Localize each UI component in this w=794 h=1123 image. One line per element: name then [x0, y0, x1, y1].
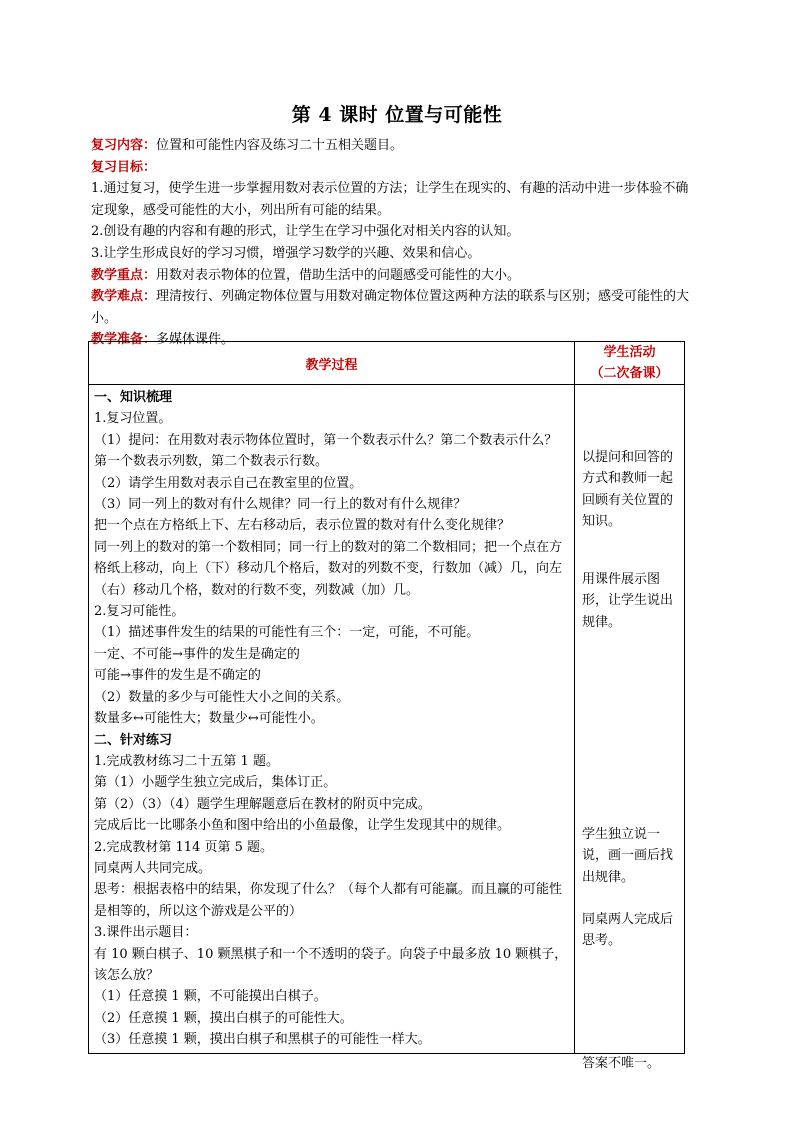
section-heading: 一、知识梳理 — [94, 390, 173, 405]
header-student-activity-line1: 学生活动 — [603, 345, 656, 360]
review-content-label: 复习内容： — [91, 138, 157, 153]
process-line: 2.完成教材第 114 页第 5 题。 — [94, 839, 274, 855]
teaching-process-table — [88, 341, 685, 1071]
process-line: 把一个点在方格纸上下、左右移动后，表示位置的数对有什么变化规律？ — [94, 518, 511, 534]
process-line: （2）任意摸 1 颗，摸出白棋子的可能性大。 — [94, 1010, 353, 1026]
process-line: （3）同一列上的数对有什么规律？同一行上的数对有什么规律？ — [94, 497, 467, 513]
difficulties-label: 教学难点： — [91, 289, 157, 305]
key-points-line — [91, 265, 691, 287]
header-teaching-process: 教学过程 — [89, 342, 575, 385]
difficulties-text: 理清按行、列确定物体位置与用数对确定物体位置这两种方法的联系与区别；感受可能性的大小。 — [91, 289, 690, 326]
process-line: 数量多↔可能性大；数量少↔可能性小。 — [94, 711, 324, 727]
student-activity-cell — [575, 385, 685, 1071]
process-line: 完成后比一比哪条小鱼和图中给出的小鱼最像，让学生发现其中的规律。 — [94, 818, 511, 834]
key-points-text: 用数对表示物体的位置，借助生活中的问题感受可能性的大小。 — [156, 267, 521, 283]
header-student-activity-line2: （二次备课） — [590, 366, 669, 381]
activity-note: 以提问和回答的方式和教师一起回顾有关位置的知识。 — [582, 450, 674, 530]
table-header-row — [89, 342, 685, 385]
process-line: 2.复习可能性。 — [94, 604, 185, 620]
process-line: 第（1）小题学生独立完成后，集体订正。 — [94, 775, 337, 791]
review-content-text: 位置和可能性内容及练习二十五相关题目。 — [156, 138, 404, 153]
process-line: （2）数量的多少与可能性大小之间的关系。 — [94, 689, 350, 705]
activity-note: 学生独立说一说，画一画后找出规律。 — [582, 827, 674, 885]
review-goals-line — [91, 157, 691, 179]
preparation-text: 多媒体课件。 — [156, 332, 235, 348]
section-heading: 二、针对练习 — [94, 732, 173, 748]
key-points-label: 教学重点： — [91, 267, 157, 283]
page-title: 第 4 课时 位置与可能性 — [291, 104, 503, 126]
process-line: 同一列上的数对的第一个数相同；同一行上的数对的第二个数相同；把一个点在方格纸上移动，向上（下）移动几个格后，数对的列数不变，行数加（减）几，向左（右）移动几个格，数对的行数不变，列数减（加）几。 — [94, 539, 563, 598]
preparation-label: 教学准备： — [91, 332, 157, 348]
lesson-intro — [91, 135, 691, 351]
header-student-activity — [575, 342, 685, 385]
process-line: （2）请学生用数对表示自己在教室里的位置。 — [94, 475, 363, 491]
process-line: （1）任意摸 1 颗，不可能摸出白棋子。 — [94, 989, 327, 1005]
process-line: （1）描述事件发生的结果的可能性有三个：一定，可能，不可能。 — [94, 625, 480, 641]
process-line: 思考：根据表格中的结果，你发现了什么？（每个人都有可能赢。而且赢的可能性是相等的，所以这个游戏是公平的） — [94, 882, 563, 919]
process-line: 有 10 颗白棋子、10 颗黑棋子和一个不透明的袋子。向袋子中最多放 10 颗棋子，该怎么放？ — [94, 946, 568, 983]
review-goals-label: 复习目标： — [91, 159, 157, 175]
process-line: 1.完成教材练习二十五第 1 题。 — [94, 753, 279, 769]
process-line: 第（2）（3）（4）题学生理解题意后在教材的附页中完成。 — [94, 796, 431, 812]
review-content-line — [91, 135, 691, 157]
process-line: （3）任意摸 1 颗，摸出白棋子和黑棋子的可能性一样大。 — [94, 1032, 431, 1048]
process-line: （1）提问：在用数对表示物体位置时，第一个数表示什么？第二个数表示什么？ — [94, 432, 558, 448]
process-line: 3.课件出示题目： — [94, 925, 198, 941]
process-line: 同桌两人共同完成。 — [94, 860, 212, 876]
goal-3: 3.让学生形成良好的学习习惯，增强学习数学的兴趣、效果和信心。 — [91, 245, 481, 261]
process-line: 第一个数表示列数，第二个数表示行数。 — [94, 454, 329, 470]
process-line: 可能→事件的发生是不确定的 — [94, 668, 261, 684]
goal-1: 1.通过复习，使学生进一步掌握用数对表示位置的方法；让学生在现实的、有趣的活动中进一步体验不确定现象，感受可能性的大小，列出所有可能的结果。 — [91, 181, 689, 218]
process-cell — [89, 385, 575, 1054]
goal-2: 2.创设有趣的内容和有趣的形式，让学生在学习中强化对相关内容的认知。 — [91, 224, 520, 240]
process-line: 1.复习位置。 — [94, 411, 172, 427]
activity-note: 同桌两人完成后思考。 — [582, 912, 674, 949]
table-body-row — [89, 385, 685, 1054]
activity-note: 用课件展示图形，让学生说出规律。 — [582, 572, 674, 630]
activity-note: 答案不唯一。 — [582, 1056, 661, 1071]
difficulties-line — [91, 286, 691, 329]
process-line: 一定、不可能→事件的发生是确定的 — [94, 646, 300, 662]
